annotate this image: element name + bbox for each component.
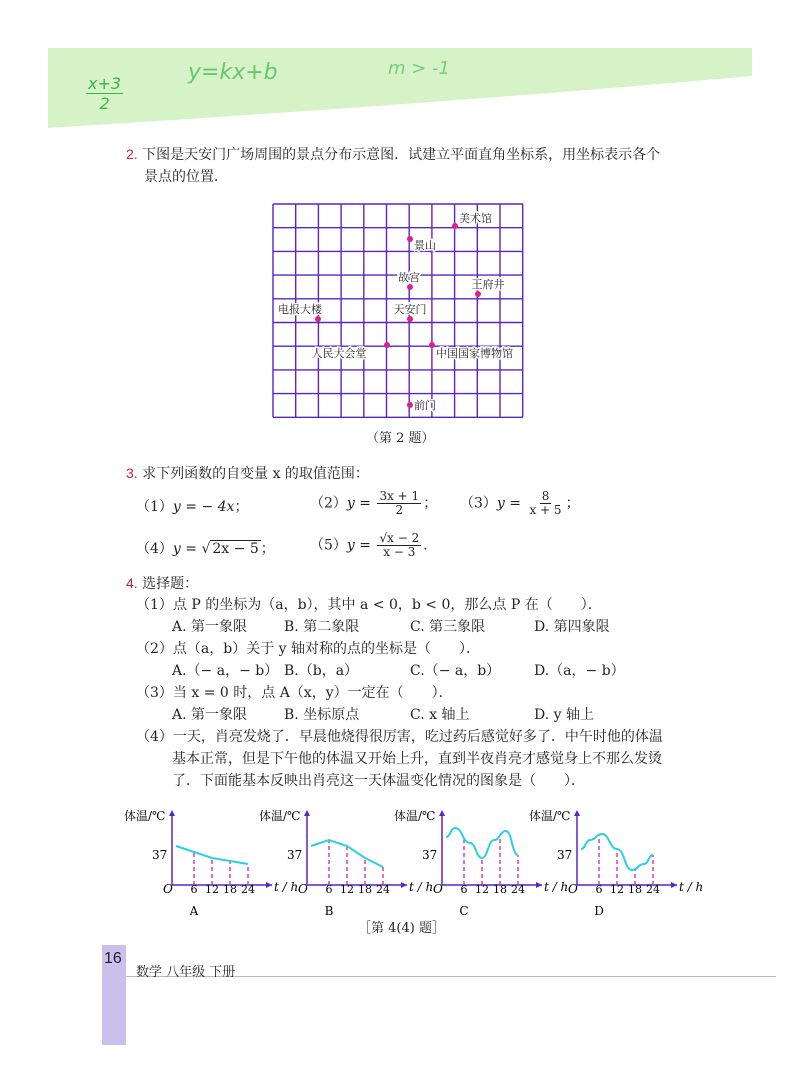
y-arrow	[439, 810, 445, 816]
x-tick-label: 24	[241, 883, 255, 896]
x-tick-label: 24	[511, 883, 525, 896]
q4-title-line	[126, 572, 198, 595]
y-tick-label: 37	[557, 848, 573, 862]
q4-sub4-line2: 基本正常，但是下午他的体温又开始上升，直到半夜肖亮才感觉身上不那么发烫	[172, 751, 662, 767]
x-tick-label: 18	[493, 883, 507, 896]
fraction: $\frac{3x + 1}{2}$	[379, 489, 420, 517]
q4-sub2: （2）点（a，b）关于 y 轴对称的点的坐标是（ ）．	[136, 641, 481, 657]
y-tick-label: 37	[287, 848, 303, 862]
q4-sub3-opt-c: C. x 轴上	[410, 707, 470, 723]
q4-sub2-opt-a: A.（− a，− b）	[172, 663, 279, 679]
map-point	[475, 291, 481, 297]
y-axis-label: 体温/℃	[529, 809, 571, 823]
x-axis-label: t / h	[679, 880, 704, 894]
page-number: 16	[104, 950, 122, 967]
chart-c	[394, 808, 571, 918]
q4-sub4-line3: 了．下面能基本反映出肖亮这一天体温变化情况的图象是（ ）．	[172, 773, 585, 789]
x-tick-label: 18	[223, 883, 237, 896]
q4-sub4-line1: （4）一天，肖亮发烧了．早晨他烧得很厉害，吃过药后感觉好多了．中午时他的体温	[136, 729, 663, 745]
map-place-label: 景山	[414, 239, 436, 252]
x-axis-label: t / h	[544, 880, 569, 894]
chart-b	[259, 808, 436, 918]
chart-letter: A	[189, 904, 199, 918]
chart-a	[124, 808, 301, 918]
q4-sub3-opt-b: B. 坐标原点	[284, 707, 360, 723]
origin-label: O	[568, 882, 578, 896]
map-point	[407, 236, 413, 242]
q2-number: 2.	[126, 146, 138, 162]
map-point	[407, 284, 413, 290]
map-point	[407, 316, 413, 322]
q3-item-2: （2）y = $\frac{3x + 1}{2}$ ；	[310, 489, 438, 517]
map-point	[407, 402, 413, 408]
chart-letter: B	[324, 904, 334, 918]
tiananmen-map	[272, 203, 528, 419]
x-arrow	[536, 882, 542, 888]
q4-number: 4.	[126, 575, 138, 591]
q2-text-2: 景点的位置．	[144, 169, 228, 185]
header-formula-ineq: m > -1	[388, 58, 451, 79]
q4-sub3: （3）当 x = 0 时，点 A（x，y）一定在（ ）．	[136, 685, 453, 701]
q3-number: 3.	[126, 465, 138, 481]
sqrt-radicand: 2x − 5	[212, 541, 259, 557]
q4-sub2-opt-c: C.（− a，b）	[410, 663, 501, 679]
q3-item-3: （3）y = $\frac{8}{x + 5}$ ；	[460, 489, 580, 517]
y-axis-label: 体温/℃	[124, 809, 166, 823]
q3-item-5: （5）y = $\frac{√x - 2}{x - 3}$ ．	[310, 531, 438, 559]
q3-text: 求下列函数的自变量 x 的取值范围：	[142, 466, 369, 482]
book-title: 数学 八年级 下册	[136, 965, 236, 980]
map-point	[429, 342, 435, 348]
x-arrow	[401, 882, 407, 888]
map-place-label: 王府井	[471, 278, 505, 291]
y-arrow	[169, 810, 175, 816]
origin-label: O	[163, 882, 173, 896]
q4-sub3-opt-d: D. y 轴上	[534, 707, 594, 723]
q4-sub1: （1）点 P 的坐标为（a，b），其中 a < 0，b < 0，那么点 P 在（ ）．	[136, 597, 602, 613]
map-point	[452, 223, 458, 229]
map-place-label: 美术馆	[459, 212, 492, 225]
q3-line	[126, 462, 369, 485]
y-axis-label: 体温/℃	[259, 809, 301, 823]
q4-title: 选择题：	[142, 576, 199, 592]
map-place-label: 人民大会堂	[311, 347, 367, 360]
chart-letter: C	[459, 904, 469, 918]
map-place-label: 故宫	[398, 271, 420, 284]
y-arrow	[574, 810, 580, 816]
map-place-label: 天安门	[393, 303, 427, 316]
fraction: $\frac{√x - 2}{x - 3}$	[379, 531, 420, 559]
q3-item-1: （1）y = − 4x；	[136, 499, 249, 515]
q4-sub1-opt-d: D. 第四象限	[534, 619, 610, 635]
x-tick-label: 12	[205, 883, 219, 896]
chart-letter: D	[594, 904, 604, 918]
map-place-label: 前门	[414, 399, 436, 412]
q4-sub2-opt-b: B.（b，a）	[284, 663, 359, 679]
map-point	[384, 342, 390, 348]
origin-label: O	[298, 882, 308, 896]
x-arrow	[671, 882, 677, 888]
fraction: $\frac{8}{x + 5}$	[529, 489, 562, 517]
q4-sub1-opt-b: B. 第二象限	[284, 619, 360, 635]
y-tick-label: 37	[422, 848, 438, 862]
x-tick-label: 24	[376, 883, 390, 896]
x-tick-label: 6	[595, 883, 603, 896]
q2-line1	[126, 143, 660, 166]
q4-sub1-opt-c: C. 第三象限	[410, 619, 486, 635]
x-tick-label: 6	[325, 883, 333, 896]
header-formula-linear: y=kx+b	[188, 60, 278, 85]
map-point	[315, 316, 321, 322]
x-axis-label: t / h	[274, 880, 299, 894]
temperature-charts	[110, 800, 710, 920]
map-place-label: 电报大楼	[278, 303, 322, 316]
y-tick-label: 37	[152, 848, 168, 862]
x-tick-label: 18	[358, 883, 372, 896]
y-axis-label: 体温/℃	[394, 809, 436, 823]
q4-sub2-opt-d: D.（a，− b）	[534, 663, 625, 679]
x-tick-label: 12	[475, 883, 489, 896]
x-tick-label: 12	[610, 883, 624, 896]
q2-text-1: 下图是天安门广场周围的景点分布示意图．试建立平面直角坐标系，用坐标表示各个	[142, 147, 661, 163]
q4-sub1-opt-a: A. 第一象限	[172, 619, 248, 635]
x-axis-label: t / h	[409, 880, 434, 894]
x-tick-label: 12	[340, 883, 354, 896]
x-tick-label: 6	[190, 883, 198, 896]
x-tick-label: 18	[628, 883, 642, 896]
chart-d	[529, 808, 703, 918]
q3-item-4: （4）y = √ 2x − 5 ；	[136, 541, 275, 557]
header-formula-frac: x+3 2	[88, 74, 122, 113]
x-arrow	[266, 882, 272, 888]
q4-sub3-opt-a: A. 第一象限	[172, 707, 248, 723]
y-arrow	[304, 810, 310, 816]
origin-label: O	[433, 882, 443, 896]
x-tick-label: 6	[460, 883, 468, 896]
temperature-curve	[446, 828, 518, 858]
x-tick-label: 24	[646, 883, 660, 896]
q4-caption: ［第 4(4) 题］	[358, 921, 445, 936]
q2-caption: （第 2 题）	[366, 431, 435, 446]
map-place-label: 中国国家博物馆	[436, 347, 513, 360]
temperature-curve	[581, 834, 653, 870]
